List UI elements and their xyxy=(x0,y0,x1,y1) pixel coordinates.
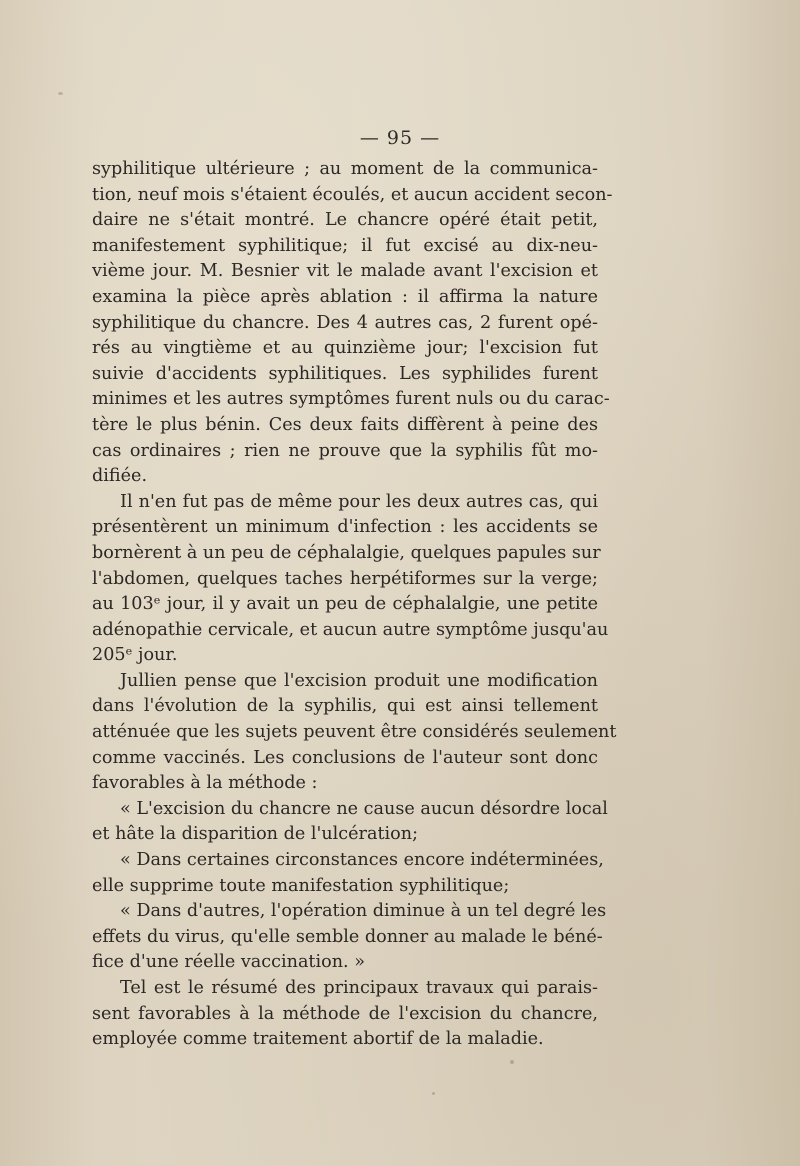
text-line: syphilitique ultérieure ; au moment de la communica- xyxy=(92,159,598,179)
text-line: cas ordinaires ; rien ne prouve que la syphilis fût mo- xyxy=(92,440,598,461)
text-line: favorables à la méthode : xyxy=(92,773,318,794)
text-line: elle supprime toute manifestation syphilitique; xyxy=(92,875,510,896)
text-line: employée comme traitement abortif de la maladie. xyxy=(92,1029,544,1050)
paper-spot xyxy=(432,1092,435,1095)
text-line: Il n'en fut pas de même pour les deux autres cas, qui xyxy=(120,491,598,512)
text-line: fice d'une réelle vaccination. » xyxy=(92,952,366,973)
text-line: au 103ᵉ jour, il y avait un peu de céphalalgie, une petite xyxy=(92,594,598,615)
text-line: et hâte la disparition de l'ulcération; xyxy=(92,824,418,845)
text-line: syphilitique du chancre. Des 4 autres cas, 2 furent opé- xyxy=(92,312,598,333)
page-number: — 95 — xyxy=(359,127,441,149)
text-line: Jullien pense que l'excision produit une modification xyxy=(120,670,598,691)
text-line: 205ᵉ jour. xyxy=(92,645,178,666)
text-line: manifestement syphilitique; il fut excisé au dix-neu- xyxy=(92,235,598,256)
text-line: tère le plus bénin. Ces deux faits diffèrent à peine des xyxy=(92,414,598,435)
text-line: rés au vingtième et au quinzième jour; l'excision fut xyxy=(92,338,598,359)
text-line: dans l'évolution de la syphilis, qui est ainsi tellement xyxy=(92,696,598,717)
text-line: comme vaccinés. Les conclusions de l'auteur sont donc xyxy=(92,747,598,768)
text-line: sent favorables à la méthode de l'excision du chancre, xyxy=(92,1003,598,1024)
text-line: atténuée que les sujets peuvent être considérés seulement xyxy=(92,722,617,743)
text-line: adénopathie cervicale, et aucun autre symptôme jusqu'au xyxy=(92,619,609,640)
text-line: difiée. xyxy=(92,466,148,487)
paper-spot xyxy=(510,1060,514,1064)
text-line: minimes et les autres symptômes furent nuls ou du carac- xyxy=(92,389,610,410)
text-line: « Dans d'autres, l'opération diminue à un tel degré les xyxy=(120,901,607,922)
text-line: présentèrent un minimum d'infection : les accidents se xyxy=(92,517,598,538)
text-line: examina la pièce après ablation : il affirma la nature xyxy=(92,286,598,307)
text-line: suivie d'accidents syphilitiques. Les syphilides furent xyxy=(92,363,598,384)
text-line: vième jour. M. Besnier vit le malade avant l'excision et xyxy=(92,261,598,282)
body-text xyxy=(92,157,617,1053)
text-line: effets du virus, qu'elle semble donner au malade le béné- xyxy=(92,926,603,947)
text-line: tion, neuf mois s'étaient écoulés, et aucun accident secon- xyxy=(92,184,613,205)
text-line: bornèrent à un peu de céphalalgie, quelques papules sur xyxy=(92,542,601,563)
text-line: l'abdomen, quelques taches herpétiformes sur la verge; xyxy=(92,568,598,589)
text-line: daire ne s'était montré. Le chancre opéré était petit, xyxy=(92,210,598,231)
text-line: Tel est le résumé des principaux travaux qui parais- xyxy=(120,978,598,998)
text-line: « L'excision du chancre ne cause aucun désordre local xyxy=(120,798,608,819)
text-line: « Dans certaines circonstances encore indéterminées, xyxy=(120,850,604,871)
paper-spot xyxy=(58,92,63,95)
